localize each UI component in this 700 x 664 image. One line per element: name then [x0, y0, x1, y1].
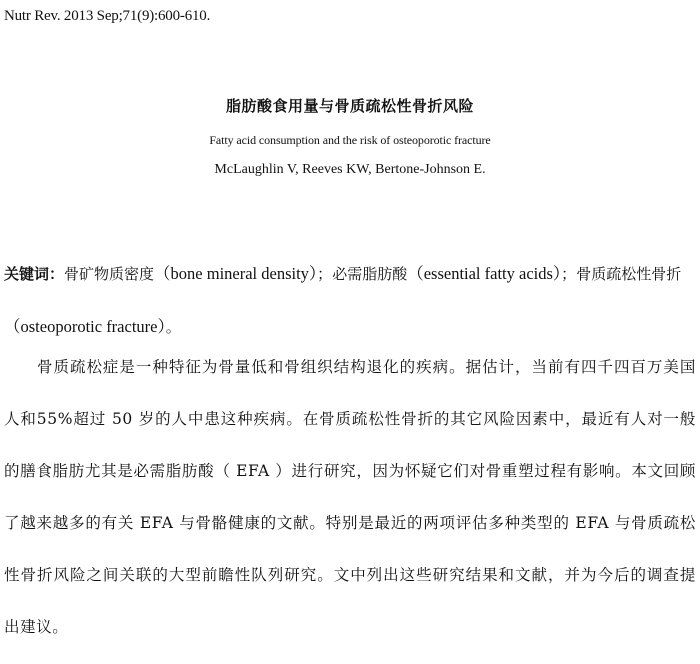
- keywords-section: [4, 248, 694, 354]
- keyword-1-chinese: 骨矿物质密度: [64, 265, 155, 283]
- article-title-chinese: 脂肪酸食用量与骨质疏松性骨折风险: [225, 97, 474, 115]
- keyword-3-chinese: 骨质疏松性骨折: [576, 265, 682, 283]
- keywords-label: 关键词：: [4, 265, 65, 283]
- keyword-2-english: （essential fatty acids）: [407, 264, 562, 283]
- keyword-2-chinese: 必需脂肪酸: [332, 265, 408, 283]
- citation: Nutr Rev. 2013 Sep;71(9):600-610.: [4, 8, 211, 24]
- keyword-1-english: （bone mineral density）: [154, 264, 318, 283]
- article-title-english: Fatty acid consumption and the risk of osteoporotic fracture: [209, 133, 491, 147]
- keyword-3-english: （osteoporotic fracture）: [4, 317, 166, 336]
- keyword-separator: ；: [317, 265, 333, 283]
- keyword-end-mark: 。: [165, 318, 181, 336]
- keyword-separator: ；: [561, 265, 577, 283]
- author-list: McLaughlin V, Reeves KW, Bertone-Johnson E.: [214, 162, 486, 177]
- abstract-paragraph: 骨质疏松症是一种特征为骨量低和骨组织结构退化的疾病。据估计，当前有四千四百万美国人和55%超过 50 岁的人中患这种疾病。在骨质疏松性骨折的其它风险因素中，最近有人对一般的膳食脂肪尤其是必需脂肪酸（ EFA ）进行研究，因为怀疑它们对骨重塑过程有影响。本文回顾了越来越多的有关 EFA 与骨骼健康的文献。特别是最近的两项评估多种类型的 EFA 与骨质疏松性骨折风险之间关联的大型前瞻性队列研究。文中列出这些研究结果和文献，并为今后的调查提出建议。: [4, 358, 696, 636]
